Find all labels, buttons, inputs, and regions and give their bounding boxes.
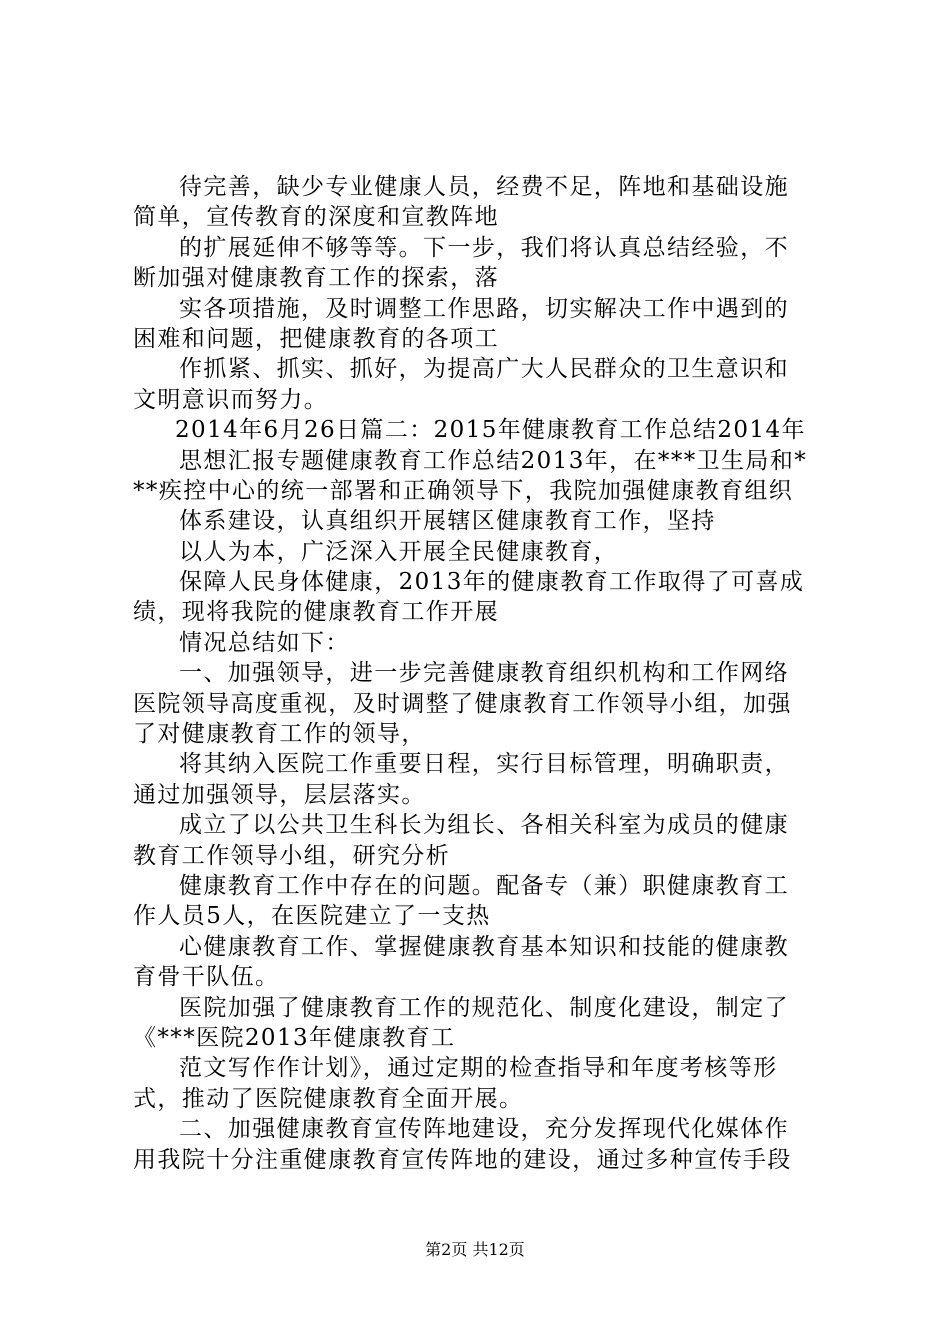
text-line: 保障人民身体健康，2013年的健康教育工作取得了可喜成 (179, 569, 805, 596)
text-line: 二、加强健康教育宣传阵地建设，充分发挥现代化媒体作 (179, 1116, 789, 1143)
text-line: 作抓紧、抓实、抓好，为提高广大人民群众的卫生意识和 (179, 356, 789, 383)
text-line: 情况总结如下： (179, 629, 350, 656)
document-body (133, 172, 833, 1175)
text-line: 思想汇报专题健康教育工作总结2013年，在***卫生局和* (179, 447, 808, 474)
text-line: 绩，现将我院的健康教育工作开展 (133, 599, 499, 626)
text-line: 2014年6月26日篇二：2015年健康教育工作总结2014年 (175, 417, 806, 444)
text-line: 简单，宣传教育的深度和宣教阵地 (133, 204, 499, 231)
text-line: 式，推动了医院健康教育全面开展。 (133, 1085, 524, 1112)
text-line: 通过加强领导，层层落实。 (133, 781, 426, 808)
text-line: 教育工作领导小组，研究分析 (133, 842, 451, 869)
text-line: 困难和问题，把健康教育的各项工 (133, 325, 499, 352)
text-line: 以人为本，广泛深入开展全民健康教育， (179, 538, 619, 565)
text-line: **疾控中心的统一部署和正确领导下，我院加强健康教育组织 (133, 477, 794, 504)
text-line: 了对健康教育工作的领导， (133, 721, 426, 748)
text-line: 健康教育工作中存在的问题。配备专（兼）职健康教育工 (179, 872, 789, 899)
text-line: 文明意识而努力。 (133, 386, 329, 413)
text-line: 成立了以公共卫生科长为组长、各相关科室为成员的健康 (179, 812, 789, 839)
text-line: 的扩展延伸不够等等。下一步，我们将认真总结经验，不 (179, 234, 789, 261)
text-line: 医院领导高度重视，及时调整了健康教育工作领导小组，加强 (133, 690, 792, 717)
text-line: 《***医院2013年健康教育工 (133, 1024, 456, 1051)
text-line: 育骨干队伍。 (133, 964, 280, 991)
text-line: 用我院十分注重健康教育宣传阵地的建设，通过多种宣传手段 (133, 1146, 792, 1173)
text-line: 体系建设，认真组织开展辖区健康教育工作，坚持 (179, 508, 716, 535)
text-line: 一、加强领导，进一步完善健康教育组织机构和工作网络 (179, 660, 789, 687)
text-line: 心健康教育工作、掌握健康教育基本知识和技能的健康教 (179, 933, 789, 960)
text-line: 实各项措施，及时调整工作思路，切实解决工作中遇到的 (179, 295, 789, 322)
text-line: 作人员5人，在医院建立了一支热 (133, 903, 491, 930)
page-footer: 第2页 共12页 (425, 1240, 525, 1259)
text-line: 范文写作作计划》，通过定期的检查指导和年度考核等形 (179, 1055, 778, 1082)
text-line: 医院加强了健康教育工作的规范化、制度化建设，制定了 (179, 994, 789, 1021)
text-line: 待完善，缺少专业健康人员，经费不足，阵地和基础设施 (179, 174, 789, 200)
text-line: 断加强对健康教育工作的探索，落 (133, 265, 499, 292)
text-line: 将其纳入医院工作重要日程，实行目标管理，明确职责， (179, 751, 789, 778)
